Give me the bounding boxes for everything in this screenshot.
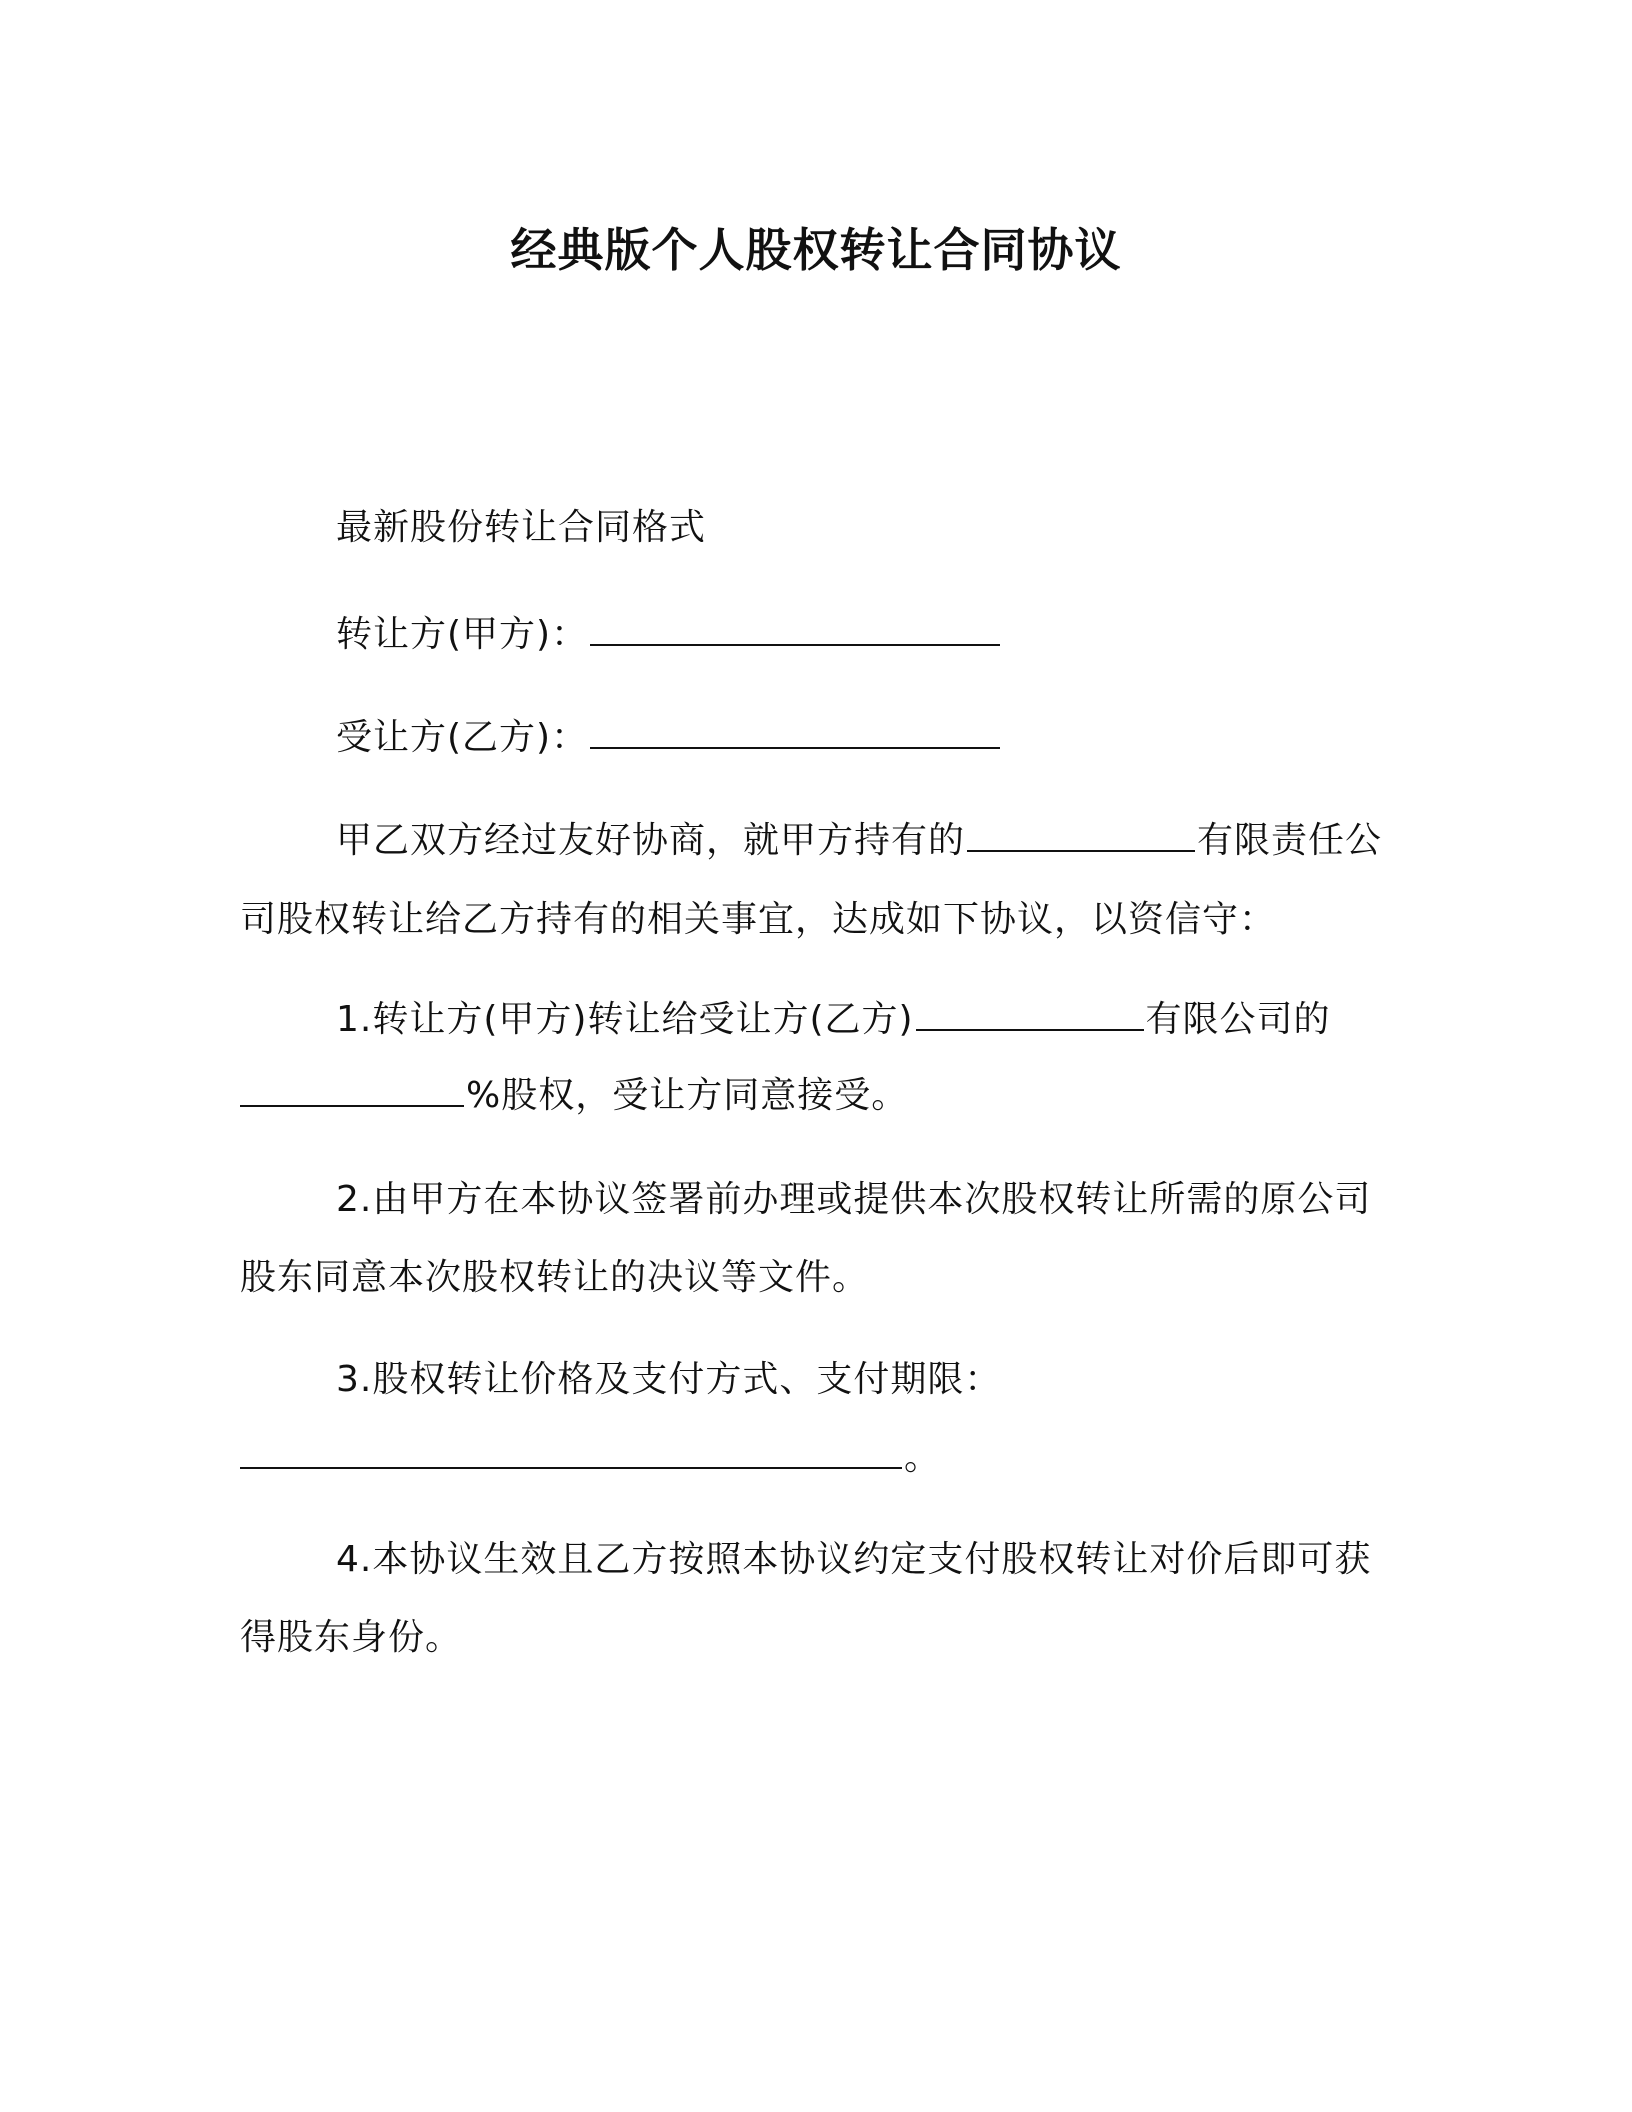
clause1-text-c: %股权，受让方同意接受。 (466, 1075, 909, 1116)
clause3-line-2 (240, 1420, 941, 1496)
clause4-line-1: 4.本协议生效且乙方按照本协议约定支付股权转让对价后即可获 (336, 1539, 1372, 1580)
payment-terms-blank (240, 1433, 902, 1469)
clause1-line-1 (336, 982, 1331, 1058)
clause1-text-a: 1.转让方(甲方)转让给受让方(乙方) (336, 999, 914, 1040)
clause3-line-1: 3.股权转让价格及支付方式、支付期限： (336, 1359, 1002, 1400)
intro-line-1 (336, 803, 1382, 879)
clause1-line-2 (240, 1058, 908, 1134)
transferee-label: 受让方(乙方)： (336, 717, 589, 758)
transferor-blank (590, 610, 1000, 646)
transferee-blank (590, 713, 1000, 749)
clause1-company-blank (916, 995, 1144, 1031)
clause2-line-1: 2.由甲方在本协议签署前办理或提供本次股权转让所需的原公司 (336, 1179, 1372, 1220)
clause4-line-2: 得股东身份。 (240, 1617, 463, 1658)
document-title: 经典版个人股权转让合同协议 (510, 223, 1122, 277)
intro-line-2: 司股权转让给乙方持有的相关事宜，达成如下协议，以资信守： (240, 899, 1277, 940)
transferor-label: 转让方(甲方)： (336, 614, 589, 655)
clause3-end: 。 (904, 1437, 942, 1478)
clause2-line-2: 股东同意本次股权转让的决议等文件。 (240, 1257, 870, 1298)
intro-text-b: 有限责任公 (1197, 820, 1383, 861)
transferor-line (336, 597, 1002, 673)
percentage-blank (240, 1071, 464, 1107)
transferee-line (336, 700, 1002, 776)
subtitle: 最新股份转让合同格式 (336, 507, 707, 548)
clause1-text-b: 有限公司的 (1145, 999, 1331, 1040)
company-blank (967, 816, 1195, 852)
intro-text-a: 甲乙双方经过友好协商，就甲方持有的 (336, 820, 966, 861)
